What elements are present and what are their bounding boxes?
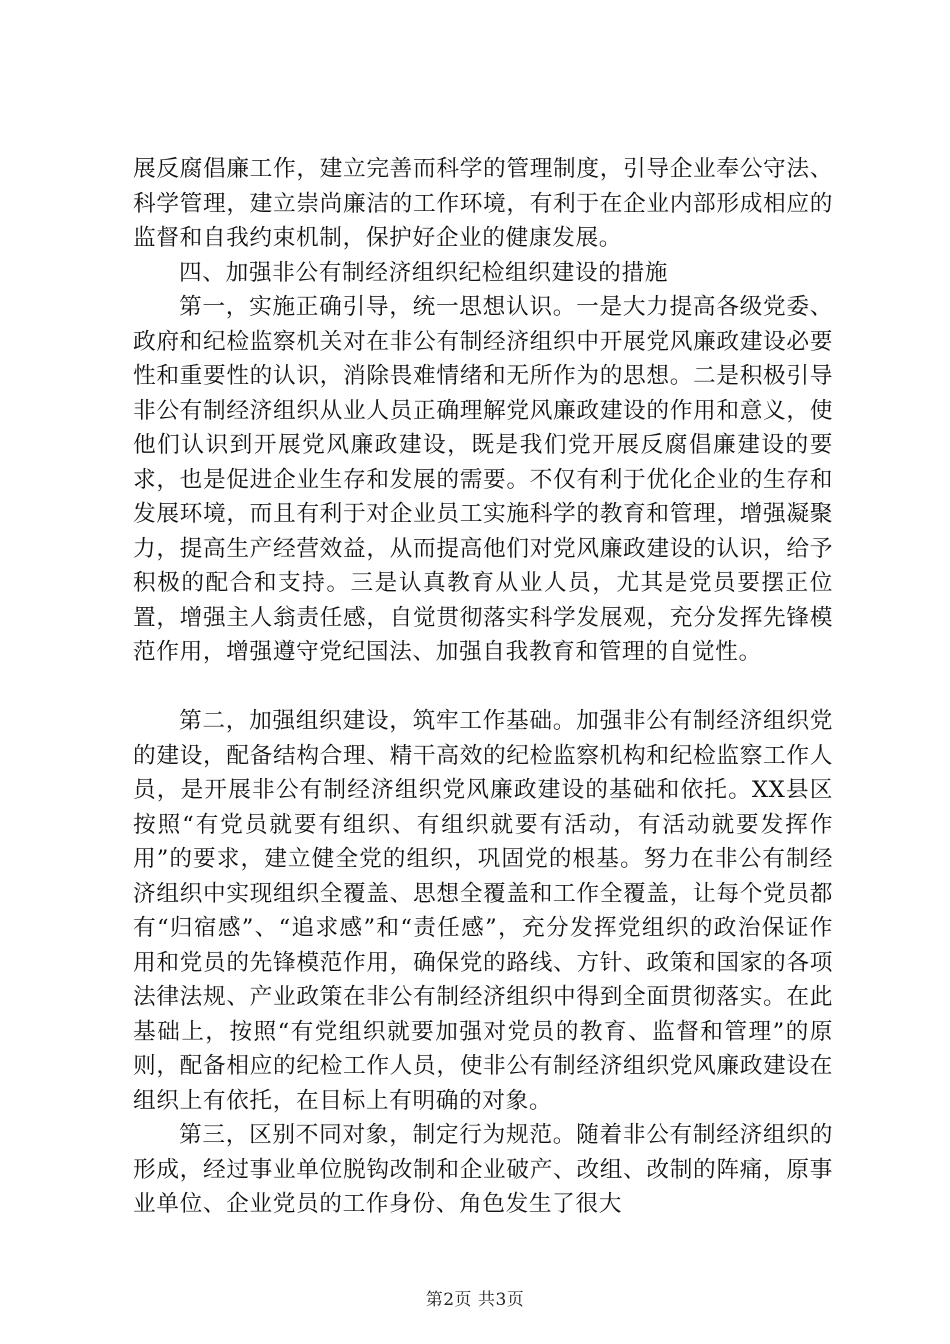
section-heading-four: 四、加强非公有制经济组织纪检组织建设的措施 (179, 259, 669, 286)
page-number-footer: 第2页 共3页 (425, 1290, 525, 1310)
paragraph-second-measure: 第二，加强组织建设，筑牢工作基础。加强非公有制经济组织党的建设，配备结构合理、精干高效的纪检监察机构和纪检监察工作人员，是开展非公有制经济组织党风廉政建设的基础和依托。XX县区按照“有党员就要有组织、有组织就要有活动，有活动就要发挥作用”的要求，建立健全党的组织，巩固党的根基。努力在非公有制经济组织中实现组织全覆盖、思想全覆盖和工作全覆盖，让每个党员都有“归宿感”、“追求感”和“责任感”，充分发挥党组织的政治保证作用和党员的先锋模范作用，确保党的路线、方针、政策和国家的各项法律法规、产业政策在非公有制经济组织中得到全面贯彻落实。在此基础上，按照“有党组织就要加强对党员的教育、监督和管理”的原则，配备相应的纪检工作人员，使非公有制经济组织党风廉政建设在组织上有依托，在目标上有明确的对象。 (133, 708, 833, 1114)
document-body (133, 152, 833, 1222)
paragraph-continuation: 展反腐倡廉工作，建立完善而科学的管理制度，引导企业奉公守法、科学管理，建立崇尚廉洁的工作环境，有利于在企业内部形成相应的监督和自我约束机制，保护好企业的健康发展。 (133, 156, 833, 251)
paragraph-first-measure: 第一，实施正确引导，统一思想认识。一是大力提高各级党委、政府和纪检监察机关对在非公有制经济组织中开展党风廉政建设必要性和重要性的认识，消除畏难情绪和无所作为的思想。二是积极引导非公有制经济组织从业人员正确理解党风廉政建设的作用和意义，使他们认识到开展党风廉政建设，既是我们党开展反腐倡廉建设的要求，也是促进企业生存和发展的需要。不仅有利于优化企业的生存和发展环境，而且有利于对企业员工实施科学的教育和管理，增强凝聚力，提高生产经营效益，从而提高他们对党风廉政建设的认识，给予积极的配合和支持。三是认真教育从业人员，尤其是党员要摆正位置，增强主人翁责任感，自觉贯彻落实科学发展观，充分发挥先锋模范作用，增强遵守党纪国法、加强自我教育和管理的自觉性。 (133, 294, 833, 665)
paragraph-third-measure: 第三，区别不同对象，制定行为规范。随着非公有制经济组织的形成，经过事业单位脱钩改制和企业破产、改组、改制的阵痛，原事业单位、企业党员的工作身份、角色发生了很大 (133, 1122, 833, 1217)
